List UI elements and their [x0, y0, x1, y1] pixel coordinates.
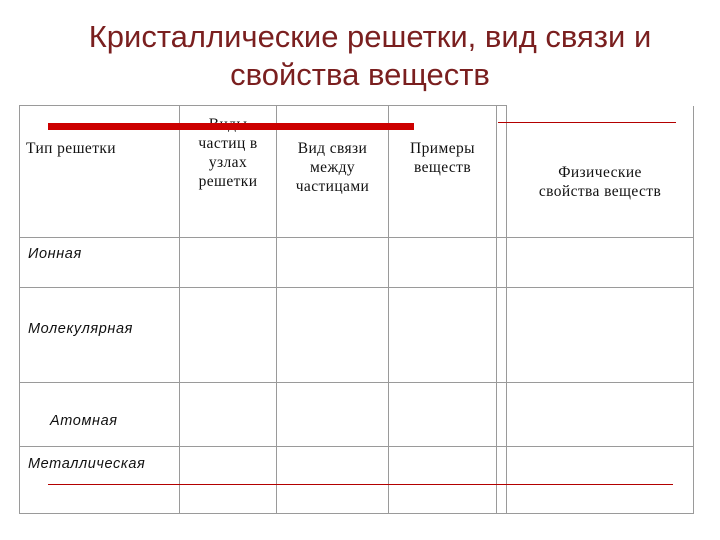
header-particles-line: частиц в [198, 135, 258, 152]
table-cell [497, 383, 507, 447]
header-bond-line: Вид связи [297, 140, 368, 157]
header-properties-line: Физические [558, 163, 642, 181]
header-bond [277, 139, 388, 196]
table-cell [180, 288, 277, 383]
header-bond-line: частицами [295, 178, 370, 195]
table-cell [277, 238, 389, 288]
table-cell [507, 238, 694, 288]
red-underline-top [498, 122, 676, 123]
table-cell [497, 238, 507, 288]
lattice-table [19, 105, 694, 514]
row-label-cell [20, 383, 180, 447]
table-cell [389, 383, 497, 447]
header-type: Тип решетки [26, 140, 116, 157]
header-examples [389, 139, 496, 177]
table-cell [389, 288, 497, 383]
header-properties [507, 163, 693, 201]
header-properties-line: свойства веществ [538, 182, 662, 200]
header-examples-line: Примеры [410, 140, 475, 157]
title-line-2: свойства веществ [230, 57, 490, 92]
red-highlight-bar [48, 123, 414, 130]
row-label-cell [20, 238, 180, 288]
table-row [20, 447, 694, 514]
table-row [20, 383, 694, 447]
row-label-metallic: Металлическая [28, 456, 146, 472]
table-row [20, 288, 694, 383]
table-cell [389, 238, 497, 288]
table-cell [389, 447, 497, 514]
header-particles-line: решетки [198, 173, 258, 190]
table-cell [497, 288, 507, 383]
row-label-ionic: Ионная [28, 246, 82, 262]
title-line-1: Кристаллические решетки, вид связи и [88, 19, 652, 54]
row-label-cell [20, 288, 180, 383]
table-row [20, 238, 694, 288]
header-cell-spacer [497, 106, 507, 238]
row-label-atomic: Атомная [50, 413, 118, 429]
header-examples-line: веществ [413, 159, 472, 176]
row-label-cell [20, 447, 180, 514]
table-cell [507, 288, 694, 383]
table-cell [180, 383, 277, 447]
slide-title [0, 18, 720, 94]
header-cell-properties [507, 106, 694, 238]
table-cell [277, 383, 389, 447]
table-cell [507, 447, 694, 514]
table-cell [277, 447, 389, 514]
table-cell [180, 238, 277, 288]
table-cell [180, 447, 277, 514]
table-cell [507, 383, 694, 447]
header-bond-line: между [309, 159, 356, 176]
red-underline-bottom [48, 484, 673, 485]
table-cell [277, 288, 389, 383]
row-label-molecular: Молекулярная [28, 321, 133, 337]
header-particles-line: узлах [208, 154, 248, 171]
table-cell [497, 447, 507, 514]
